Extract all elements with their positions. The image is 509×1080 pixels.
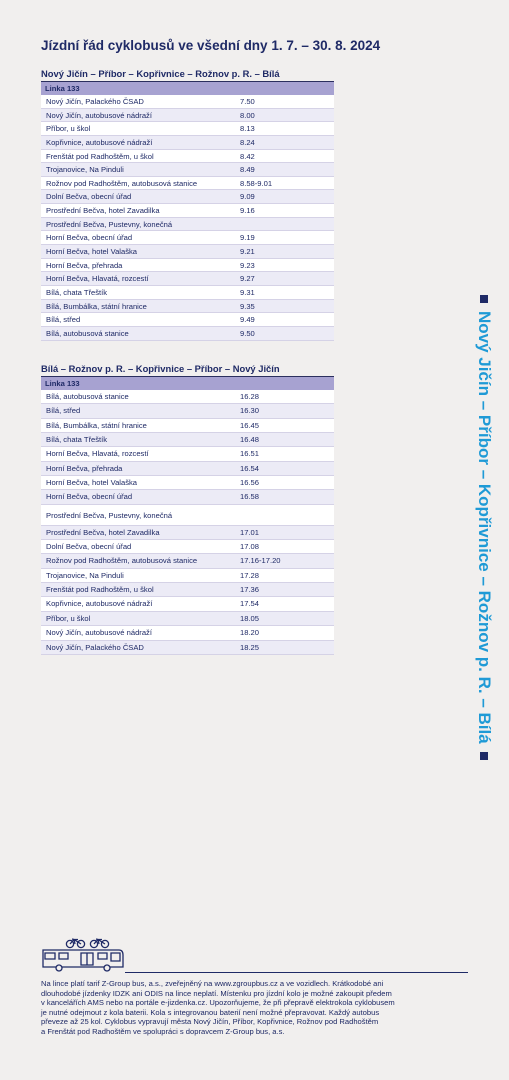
- table-row: [41, 163, 334, 177]
- table-row: [41, 419, 334, 433]
- table-row: [41, 540, 334, 554]
- stop-name: Bílá, Bumbálka, státní hranice: [46, 420, 147, 430]
- table-row: [41, 404, 334, 418]
- stop-name: Rožnov pod Radhoštěm, autobusová stanice: [46, 556, 198, 566]
- table-row: [41, 272, 334, 286]
- stop-name: Bílá, střed: [46, 315, 81, 325]
- stop-name: Rožnov pod Radhoštěm, autobusová stanice: [46, 178, 198, 188]
- table-row: [41, 327, 334, 341]
- footer-line: a Frenštát pod Radhoštěm ve spolupráci s dopravcem Z-Group bus, a.s.: [41, 1026, 285, 1036]
- departure-time: 17.16-17.20: [240, 556, 281, 566]
- departure-time: 17.08: [240, 542, 260, 552]
- departure-time: 9.50: [240, 328, 255, 338]
- vertical-route-banner: [472, 295, 494, 750]
- table-row: [41, 136, 334, 150]
- departure-time: 9.16: [240, 206, 255, 216]
- departure-time: [240, 218, 334, 231]
- stop-name: Příbor, u škol: [46, 124, 91, 134]
- stop-name: Příbor, u škol: [46, 613, 91, 623]
- table-row: [41, 286, 334, 300]
- table-row: [41, 626, 334, 640]
- table-row: [41, 462, 334, 476]
- stop-name: Nový Jičín, autobusové nádraží: [46, 110, 152, 120]
- table-row: [41, 612, 334, 626]
- departure-time: [240, 505, 334, 525]
- footer-line: dlouhodobé jízdenky IDZK ani ODIS na lince neplatí. Místenku pro jízdní kolo je možné zakoupit předem: [41, 988, 392, 998]
- departure-time: 17.36: [240, 585, 260, 595]
- departure-time: 17.28: [240, 570, 260, 580]
- departure-time: 8.42: [240, 151, 255, 161]
- stop-name: Dolní Bečva, obecní úřad: [46, 192, 132, 202]
- stop-name: Prostřední Bečva, Pustevny, konečná: [46, 219, 173, 229]
- stop-name: Trojanovice, Na Pinduli: [46, 165, 124, 175]
- table-row: [41, 433, 334, 447]
- stop-name: Nový Jičín, Palackého ČSAD: [46, 642, 144, 652]
- stop-name: Horní Bečva, obecní úřad: [46, 492, 133, 502]
- departure-time: 16.30: [240, 406, 260, 416]
- stop-name: Kopřivnice, autobusové nádraží: [46, 599, 153, 609]
- departure-time: 8.24: [240, 137, 255, 147]
- departure-time: 8.58-9.01: [240, 178, 273, 188]
- stop-name: Bílá, chata Třeštík: [46, 435, 108, 445]
- stop-name: Bílá, Bumbálka, státní hranice: [46, 301, 147, 311]
- table-row: [41, 109, 334, 123]
- table-row: [41, 390, 334, 404]
- route-title: Bílá – Rožnov p. R. – Kopřivnice – Příbor – Nový Jičín: [41, 362, 334, 377]
- square-bullet-icon: [480, 295, 488, 303]
- departure-time: 8.00: [240, 110, 255, 120]
- departure-time: 7.50: [240, 97, 255, 106]
- table-row: [41, 597, 334, 611]
- stop-name: Bílá, autobusová stanice: [46, 328, 129, 338]
- footer-line: převeze až 25 kol. Cyklobus vypravují města Nový Jičín, Příbor, Kopřivnice, Rožnov pod Radhoštěm: [41, 1017, 379, 1027]
- stop-name: Prostřední Bečva, hotel Zavadilka: [46, 527, 160, 537]
- departure-time: 16.56: [240, 478, 260, 488]
- stop-name: Nový Jičín, autobusové nádraží: [46, 628, 152, 638]
- timetable-rows: [41, 390, 334, 655]
- departure-time: 16.45: [240, 420, 260, 430]
- table-row: [41, 313, 334, 327]
- line-label: Linka 133: [41, 377, 334, 390]
- table-row: [41, 300, 334, 314]
- footer-notice: [41, 979, 471, 1037]
- stop-name: Kopřivnice, autobusové nádraží: [46, 137, 153, 147]
- stop-name: Horní Bečva, přehrada: [46, 260, 123, 270]
- departure-time: 9.35: [240, 301, 255, 311]
- stop-name: Prostřední Bečva, Pustevny, konečná: [46, 510, 173, 520]
- departure-time: 16.28: [240, 392, 260, 401]
- stop-name: Nový Jičín, Palackého ČSAD: [46, 97, 144, 106]
- departure-time: 17.01: [240, 527, 260, 537]
- departure-time: 8.49: [240, 165, 255, 175]
- stop-name: Prostřední Bečva, hotel Zavadilka: [46, 206, 160, 216]
- stop-name: Frenštát pod Radhoštěm, u škol: [46, 585, 154, 595]
- bike-bus-icon: [41, 937, 125, 973]
- departure-time: 9.23: [240, 260, 255, 270]
- departure-time: 8.13: [240, 124, 255, 134]
- table-row: [41, 259, 334, 273]
- departure-time: 9.21: [240, 247, 255, 257]
- table-row: [41, 204, 334, 218]
- table-row: [41, 569, 334, 583]
- timetable-section-outbound: [41, 67, 334, 341]
- table-row: [41, 150, 334, 164]
- departure-time: 17.54: [240, 599, 260, 609]
- route-title: Nový Jičín – Příbor – Kopřivnice – Rožnov p. R. – Bílá: [41, 67, 334, 82]
- departure-time: 16.48: [240, 435, 260, 445]
- line-label: Linka 133: [41, 82, 334, 95]
- table-row: [41, 95, 334, 109]
- table-row: [41, 526, 334, 540]
- square-bullet-icon: [480, 752, 488, 760]
- stop-name: Bílá, chata Třeštík: [46, 287, 108, 297]
- departure-time: 18.05: [240, 613, 260, 623]
- table-row: [41, 447, 334, 461]
- table-row: [41, 554, 334, 568]
- table-row: [41, 218, 334, 232]
- vertical-route-title: Nový Jičín – Příbor – Kopřivnice – Rožnov p. R. – Bílá: [475, 311, 494, 744]
- page-title: Jízdní řád cyklobusů ve všední dny 1. 7. – 30. 8. 2024: [41, 38, 381, 53]
- departure-time: 9.31: [240, 287, 255, 297]
- table-row: [41, 177, 334, 191]
- stop-name: Bílá, autobusová stanice: [46, 392, 129, 401]
- departure-time: 18.25: [240, 642, 260, 652]
- departure-time: 16.58: [240, 492, 260, 502]
- departure-time: 9.49: [240, 315, 255, 325]
- table-row: [41, 122, 334, 136]
- divider-line: [125, 972, 468, 973]
- departure-time: 9.19: [240, 233, 255, 243]
- table-row: [41, 490, 334, 504]
- departure-time: 16.54: [240, 463, 260, 473]
- stop-name: Frenštát pod Radhoštěm, u škol: [46, 151, 154, 161]
- departure-time: 16.51: [240, 449, 260, 459]
- departure-time: 9.09: [240, 192, 255, 202]
- departure-time: 9.27: [240, 274, 255, 284]
- stop-name: Horní Bečva, Hlavatá, rozcestí: [46, 274, 149, 284]
- footer-line: Na lince platí tarif Z-Group bus, a.s., zveřejněný na www.zgroupbus.cz a ve vozidlech. Krátkodobé ani: [41, 979, 384, 988]
- table-row: [41, 231, 334, 245]
- footer-line: je nutné odejmout z kola baterii. Kola s integrovanou baterií není možné přepravovat. Každý autobus: [41, 1007, 380, 1017]
- stop-name: Horní Bečva, obecní úřad: [46, 233, 133, 243]
- table-row: [41, 476, 334, 490]
- table-row: [41, 505, 334, 526]
- table-row: [41, 641, 334, 655]
- stop-name: Horní Bečva, hotel Valaška: [46, 247, 138, 257]
- stop-name: Bílá, střed: [46, 406, 81, 416]
- departure-time: 18.20: [240, 628, 260, 638]
- timetable-section-return: [41, 362, 334, 655]
- footer-line: v kancelářích AMS nebo na portále e-jizdenka.cz. Upozorňujeme, že při přepravě elektrokola cyklobusem: [41, 998, 395, 1008]
- table-row: [41, 583, 334, 597]
- timetable-rows: [41, 95, 334, 341]
- stop-name: Horní Bečva, hotel Valaška: [46, 478, 138, 488]
- stop-name: Trojanovice, Na Pinduli: [46, 570, 124, 580]
- stop-name: Dolní Bečva, obecní úřad: [46, 542, 132, 552]
- stop-name: Horní Bečva, přehrada: [46, 463, 123, 473]
- table-row: [41, 245, 334, 259]
- table-row: [41, 190, 334, 204]
- stop-name: Horní Bečva, Hlavatá, rozcestí: [46, 449, 149, 459]
